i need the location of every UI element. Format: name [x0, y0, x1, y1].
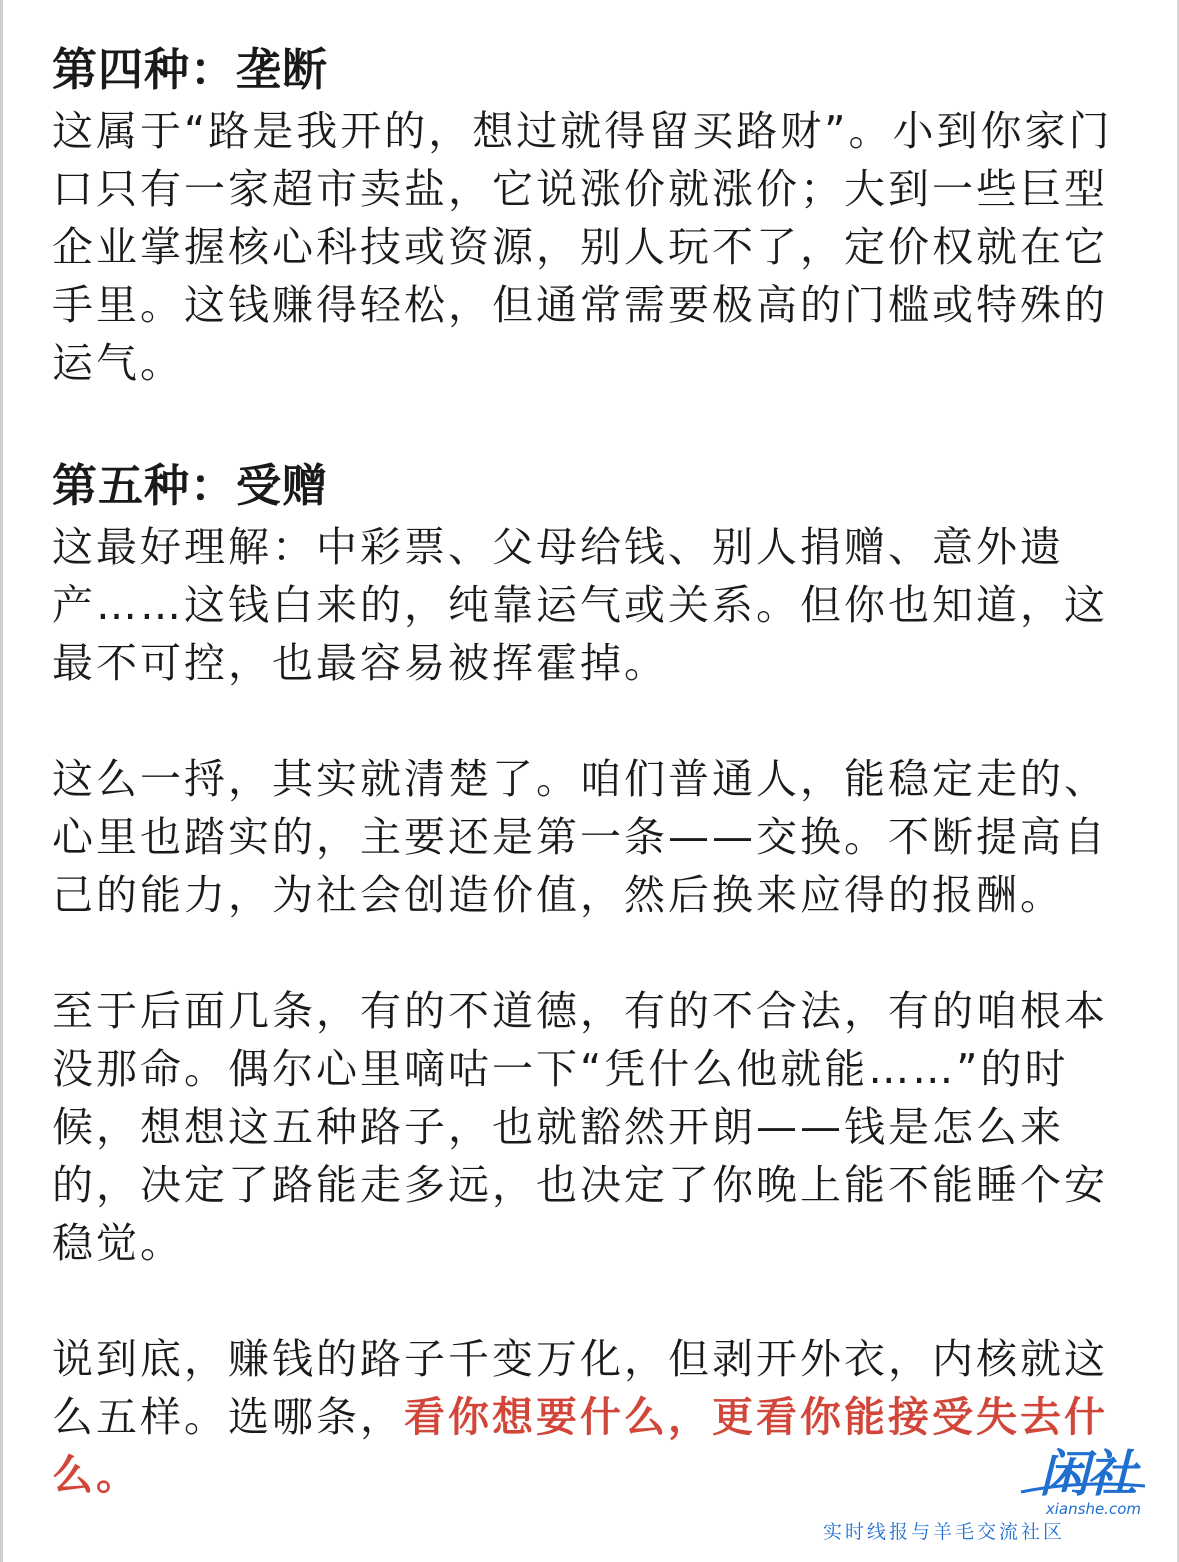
summary-paragraph-2: 至于后面几条，有的不道德，有的不合法，有的咱根本没那命。偶尔心里嘀咕一下“凭什么他就能……”的时候，想想这五种路子，也就豁然开朗——钱是怎么来的，决定了路能走多远，也决定了你晚上能不能睡个安稳觉。 — [52, 987, 1108, 1267]
watermark-slogan: 实时线报与羊毛交流社区 — [822, 1521, 1065, 1543]
left-border — [0, 0, 3, 1562]
section-5-body: 这最好理解：中彩票、父母给钱、别人捐赠、意外遗产……这钱白来的，纯靠运气或关系。但你也知道，这最不可控，也最容易被挥霍掉。 — [52, 523, 1108, 687]
summary-paragraph-1: 这么一捋，其实就清楚了。咱们普通人，能稳定走的、心里也踏实的，主要还是第一条——交换。不断提高自己的能力，为社会创造价值，然后换来应得的报酬。 — [52, 755, 1108, 919]
spacer — [52, 392, 1122, 454]
conclusion-plain-text: 说到底，赚钱的路子千变万化，但剥开外衣，内核就这么五样。选哪条， — [52, 1335, 1108, 1441]
site-watermark — [821, 1434, 1161, 1544]
spacer — [52, 692, 1122, 750]
spacer — [52, 1272, 1122, 1330]
section-4-heading: 第四种：垄断 — [52, 43, 329, 96]
section-4-body: 这属于“路是我开的，想过就得留买路财”。小到你家门口只有一家超市卖盐，它说涨价就涨价；大到一些巨型企业掌握核心科技或资源，别人玩不了，定价权就在它手里。这钱赚得轻松，但通常需要极高的门槛或特殊的运气。 — [52, 107, 1113, 387]
watermark-logo-text: 闲社 — [1039, 1445, 1135, 1503]
article-content — [52, 38, 1122, 1504]
spacer — [52, 924, 1122, 982]
section-5-heading: 第五种：受赠 — [52, 459, 329, 512]
watermark-url: xianshe.com — [1045, 1500, 1141, 1518]
swoosh-icon — [1019, 1478, 1147, 1498]
conclusion-highlight-text: 看你想要什么，更看你能接受失去什么。 — [52, 1393, 1108, 1499]
